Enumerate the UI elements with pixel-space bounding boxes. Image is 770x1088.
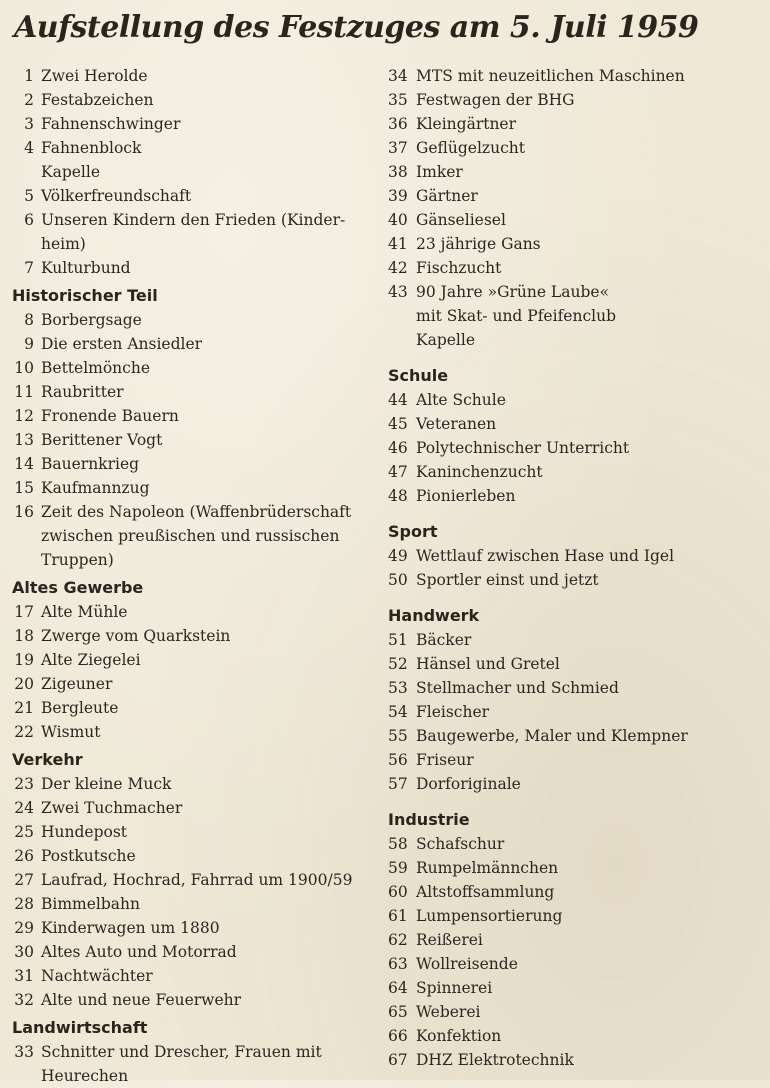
item-text: Laufrad, Hochrad, Fahrrad um 1900/59 <box>41 871 353 889</box>
item-number: 52 <box>388 655 408 673</box>
item-number: 17 <box>14 603 34 621</box>
item-text: Hundepost <box>41 823 128 841</box>
list-item <box>388 568 763 592</box>
section-heading: Sport <box>388 522 438 541</box>
item-number: 63 <box>388 955 408 973</box>
item-number: 6 <box>24 211 34 229</box>
section-heading: Historischer Teil <box>12 286 158 305</box>
item-text: Alte Schule <box>416 391 506 409</box>
list-item <box>12 916 377 940</box>
item-number: 25 <box>14 823 34 841</box>
item-text: Bäcker <box>416 631 472 649</box>
item-text: 90 Jahre »Grüne Laube« <box>416 283 610 301</box>
list-item <box>12 136 377 160</box>
item-text: Unseren Kindern den Frieden (Kinder- <box>41 211 346 229</box>
item-number: 64 <box>388 979 408 997</box>
item-number: 65 <box>388 1003 408 1021</box>
list-item <box>388 904 763 928</box>
item-text: Hänsel und Gretel <box>416 655 560 673</box>
list-item <box>12 1040 377 1064</box>
item-number: 23 <box>14 775 34 793</box>
list-item <box>12 184 377 208</box>
list-item <box>388 388 763 412</box>
section-heading: Handwerk <box>388 606 480 625</box>
list-item <box>12 88 377 112</box>
list-item <box>12 208 377 232</box>
list-item <box>388 208 763 232</box>
item-text: Wollreisende <box>416 955 518 973</box>
item-number: 21 <box>14 699 34 717</box>
section-heading: Landwirtschaft <box>12 1018 148 1037</box>
list-item <box>388 700 763 724</box>
item-text: Bimmelbahn <box>41 895 141 913</box>
section-heading: Verkehr <box>12 750 83 769</box>
list-item <box>388 112 763 136</box>
item-continuation: zwischen preußischen und russischen <box>41 527 340 545</box>
item-number: 43 <box>388 283 408 301</box>
list-item <box>388 484 763 508</box>
item-text: Zeit des Napoleon (Waffenbrüderschaft <box>41 503 352 521</box>
list-item <box>12 624 377 648</box>
list-item <box>388 976 763 1000</box>
item-number: 41 <box>388 235 408 253</box>
list-item <box>12 332 377 356</box>
item-number: 11 <box>14 383 34 401</box>
item-number: 12 <box>14 407 34 425</box>
item-number: 22 <box>14 723 34 741</box>
item-number: 57 <box>388 775 408 793</box>
item-text: Festwagen der BHG <box>416 91 575 109</box>
item-number: 13 <box>14 431 34 449</box>
list-item <box>388 772 763 796</box>
item-number: 29 <box>14 919 34 937</box>
item-number: 58 <box>388 835 408 853</box>
list-item <box>388 460 763 484</box>
item-number: 66 <box>388 1027 408 1045</box>
item-text: Reißerei <box>416 931 483 949</box>
list-item <box>388 544 763 568</box>
item-text: Wettlauf zwischen Hase und Igel <box>416 547 675 565</box>
list-item <box>12 356 377 380</box>
item-number: 7 <box>24 259 34 277</box>
item-text: Nachtwächter <box>41 967 153 985</box>
item-text: Konfektion <box>416 1027 502 1045</box>
item-text: Raubritter <box>41 383 124 401</box>
item-number: 4 <box>24 139 34 157</box>
item-number: 10 <box>14 359 34 377</box>
item-text: Friseur <box>416 751 474 769</box>
item-continuation: Heurechen <box>41 1067 129 1085</box>
item-number: 37 <box>388 139 408 157</box>
left-column <box>12 64 377 1088</box>
item-text: Berittener Vogt <box>41 431 163 449</box>
list-item <box>12 820 377 844</box>
item-number: 56 <box>388 751 408 769</box>
item-text: Alte und neue Feuerwehr <box>41 991 242 1009</box>
document-title: Aufstellung des Festzuges am 5. Juli 1959 <box>14 10 699 45</box>
list-item <box>12 404 377 428</box>
item-text: Völkerfreundschaft <box>41 187 192 205</box>
item-text: MTS mit neuzeitlichen Maschinen <box>416 67 685 85</box>
item-number: 33 <box>14 1043 34 1061</box>
item-continuation: mit Skat- und Pfeifenclub <box>416 307 617 325</box>
item-text: Gänseliesel <box>416 211 506 229</box>
item-number: 31 <box>14 967 34 985</box>
item-number: 30 <box>14 943 34 961</box>
item-number: 26 <box>14 847 34 865</box>
item-number: 46 <box>388 439 408 457</box>
item-text: Die ersten Ansiedler <box>41 335 203 353</box>
item-text: Imker <box>416 163 463 181</box>
item-text: Zwei Tuchmacher <box>41 799 183 817</box>
list-item <box>388 952 763 976</box>
item-continuation: Kapelle <box>41 163 101 181</box>
item-number: 53 <box>388 679 408 697</box>
item-text: Lumpensortierung <box>416 907 563 925</box>
item-text: Pionierleben <box>416 487 516 505</box>
section-heading: Altes Gewerbe <box>12 578 144 597</box>
item-text: Kinderwagen um 1880 <box>41 919 220 937</box>
list-item <box>12 696 377 720</box>
item-text: Festabzeichen <box>41 91 154 109</box>
item-text: Alte Mühle <box>41 603 128 621</box>
item-number: 35 <box>388 91 408 109</box>
list-item <box>12 112 377 136</box>
item-text: Sportler einst und jetzt <box>416 571 599 589</box>
item-text: Fischzucht <box>416 259 502 277</box>
item-text: Zigeuner <box>41 675 113 693</box>
item-text: Baugewerbe, Maler und Klempner <box>416 727 688 745</box>
item-number: 19 <box>14 651 34 669</box>
item-number: 45 <box>388 415 408 433</box>
item-number: 50 <box>388 571 408 589</box>
list-item <box>388 232 763 256</box>
list-item <box>12 308 377 332</box>
item-continuation: Kapelle <box>416 331 476 349</box>
item-text: Fleischer <box>416 703 490 721</box>
item-number: 55 <box>388 727 408 745</box>
list-item <box>388 652 763 676</box>
list-item <box>12 428 377 452</box>
item-text: Kaufmannzug <box>41 479 150 497</box>
item-number: 15 <box>14 479 34 497</box>
item-text: Postkutsche <box>41 847 136 865</box>
item-number: 60 <box>388 883 408 901</box>
list-item <box>388 64 763 88</box>
item-number: 27 <box>14 871 34 889</box>
item-text: Kleingärtner <box>416 115 517 133</box>
section-heading: Industrie <box>388 810 470 829</box>
list-item <box>12 500 377 524</box>
item-number: 51 <box>388 631 408 649</box>
item-text: Zwei Herolde <box>41 67 148 85</box>
item-text: Bauernkrieg <box>41 455 140 473</box>
item-text: 23 jährige Gans <box>416 235 541 253</box>
item-continuation: heim) <box>41 235 86 253</box>
list-item <box>12 600 377 624</box>
item-number: 32 <box>14 991 34 1009</box>
item-number: 38 <box>388 163 408 181</box>
item-text: Zwerge vom Quarkstein <box>41 627 231 645</box>
list-item <box>388 880 763 904</box>
list-item <box>388 628 763 652</box>
item-number: 16 <box>14 503 34 521</box>
right-column <box>388 64 763 1072</box>
item-number: 36 <box>388 115 408 133</box>
list-item <box>12 452 377 476</box>
item-text: Stellmacher und Schmied <box>416 679 619 697</box>
list-item <box>12 64 377 88</box>
list-item <box>388 412 763 436</box>
item-text: Altstoffsammlung <box>416 883 555 901</box>
item-text: Fahnenblock <box>41 139 142 157</box>
list-item <box>12 476 377 500</box>
item-number: 49 <box>388 547 408 565</box>
item-text: Schnitter und Drescher, Frauen mit <box>41 1043 322 1061</box>
list-item <box>12 988 377 1012</box>
item-text: Gärtner <box>416 187 478 205</box>
item-number: 9 <box>24 335 34 353</box>
item-number: 18 <box>14 627 34 645</box>
list-item <box>388 136 763 160</box>
list-item <box>388 436 763 460</box>
item-text: Rumpelmännchen <box>416 859 559 877</box>
list-item <box>12 796 377 820</box>
item-number: 3 <box>24 115 34 133</box>
list-item <box>388 184 763 208</box>
list-item <box>12 868 377 892</box>
item-number: 24 <box>14 799 34 817</box>
item-text: Borbergsage <box>41 311 142 329</box>
item-number: 2 <box>24 91 34 109</box>
item-number: 5 <box>24 187 34 205</box>
item-text: Kaninchenzucht <box>416 463 543 481</box>
list-item <box>12 940 377 964</box>
list-item <box>388 748 763 772</box>
item-text: Kulturbund <box>41 259 131 277</box>
item-number: 59 <box>388 859 408 877</box>
list-item <box>388 676 763 700</box>
list-item <box>12 964 377 988</box>
item-number: 61 <box>388 907 408 925</box>
item-continuation: Truppen) <box>41 551 114 569</box>
item-number: 54 <box>388 703 408 721</box>
item-number: 42 <box>388 259 408 277</box>
list-item <box>388 1000 763 1024</box>
section-heading: Schule <box>388 366 449 385</box>
item-text: Fronende Bauern <box>41 407 179 425</box>
item-text: Alte Ziegelei <box>41 651 141 669</box>
item-text: Der kleine Muck <box>41 775 172 793</box>
list-item <box>12 892 377 916</box>
list-item <box>388 88 763 112</box>
list-item <box>388 1048 763 1072</box>
item-text: Schafschur <box>416 835 505 853</box>
list-item <box>388 256 763 280</box>
list-item <box>12 772 377 796</box>
item-number: 40 <box>388 211 408 229</box>
item-text: DHZ Elektrotechnik <box>416 1051 574 1069</box>
item-number: 39 <box>388 187 408 205</box>
list-item <box>388 160 763 184</box>
item-text: Dorforiginale <box>416 775 521 793</box>
list-item <box>12 256 377 280</box>
item-text: Polytechnischer Unterricht <box>416 439 630 457</box>
item-text: Weberei <box>416 1003 481 1021</box>
item-text: Geflügelzucht <box>416 139 525 157</box>
item-text: Wismut <box>41 723 101 741</box>
list-item <box>388 856 763 880</box>
item-number: 20 <box>14 675 34 693</box>
item-number: 62 <box>388 931 408 949</box>
list-item <box>388 724 763 748</box>
list-item <box>388 280 763 304</box>
list-item <box>388 832 763 856</box>
list-item <box>12 380 377 404</box>
item-text: Altes Auto und Motorrad <box>41 943 237 961</box>
item-number: 67 <box>388 1051 408 1069</box>
item-text: Fahnenschwinger <box>41 115 181 133</box>
item-text: Bettelmönche <box>41 359 150 377</box>
item-number: 14 <box>14 455 34 473</box>
item-number: 47 <box>388 463 408 481</box>
list-item <box>388 928 763 952</box>
item-number: 1 <box>24 67 34 85</box>
item-number: 28 <box>14 895 34 913</box>
list-item <box>12 648 377 672</box>
item-text: Veteranen <box>416 415 497 433</box>
list-item <box>12 672 377 696</box>
item-number: 34 <box>388 67 408 85</box>
list-item <box>388 1024 763 1048</box>
list-item <box>12 720 377 744</box>
item-number: 44 <box>388 391 408 409</box>
list-item <box>12 844 377 868</box>
item-text: Spinnerei <box>416 979 493 997</box>
item-text: Bergleute <box>41 699 119 717</box>
item-number: 48 <box>388 487 408 505</box>
item-number: 8 <box>24 311 34 329</box>
